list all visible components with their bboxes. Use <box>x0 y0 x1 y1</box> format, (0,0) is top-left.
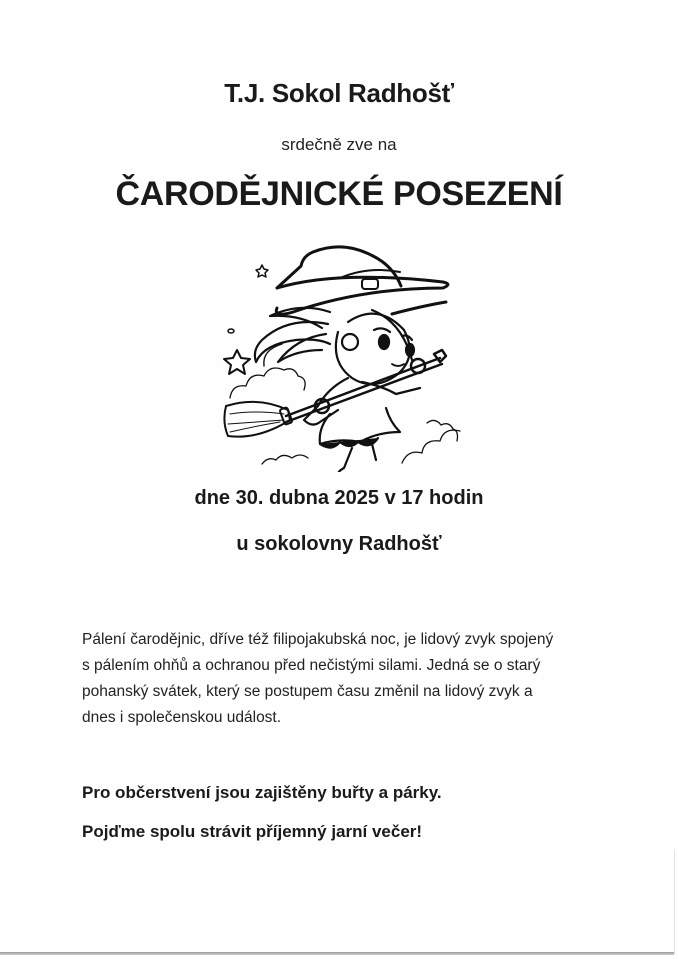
cloud-icon <box>230 368 460 464</box>
page-edge-shadow <box>674 850 675 954</box>
face-icon <box>336 314 414 384</box>
broomstick-icon <box>286 350 446 422</box>
event-title: ČARODĚJNICKÉ POSEZENÍ <box>115 175 563 213</box>
witch-hat-icon <box>276 247 448 314</box>
description-line: s pálením ohňů a ochranou před nečistými silami. Jedná se o starý <box>82 657 541 674</box>
refreshments-note: Pro občerstvení jsou zajištěny buřty a párky. <box>82 783 442 802</box>
invitation-text: srdečně zve na <box>281 135 397 154</box>
organization-title: T.J. Sokol Radhošť <box>224 78 454 108</box>
witch-on-broom-illustration <box>222 238 466 472</box>
event-place: u sokolovny Radhošť <box>236 533 442 555</box>
description-line: Pálení čarodějnic, dříve též filipojakubská noc, je lidový zvyk spojený <box>82 631 554 648</box>
event-date-time: dne 30. dubna 2025 v 17 hodin <box>194 487 484 509</box>
dress-icon <box>304 378 420 472</box>
description-paragraph <box>82 627 622 731</box>
star-icon <box>224 265 268 374</box>
description-line: dnes i společenskou událost. <box>82 709 282 726</box>
closing-invite: Pojďme spolu strávit příjemný jarní večer! <box>82 822 423 841</box>
page-bottom-shadow <box>0 952 674 955</box>
broom-bristles-icon <box>224 402 292 437</box>
description-line: pohanský svátek, který se postupem času změnil na lidový zvyk a <box>82 683 533 700</box>
